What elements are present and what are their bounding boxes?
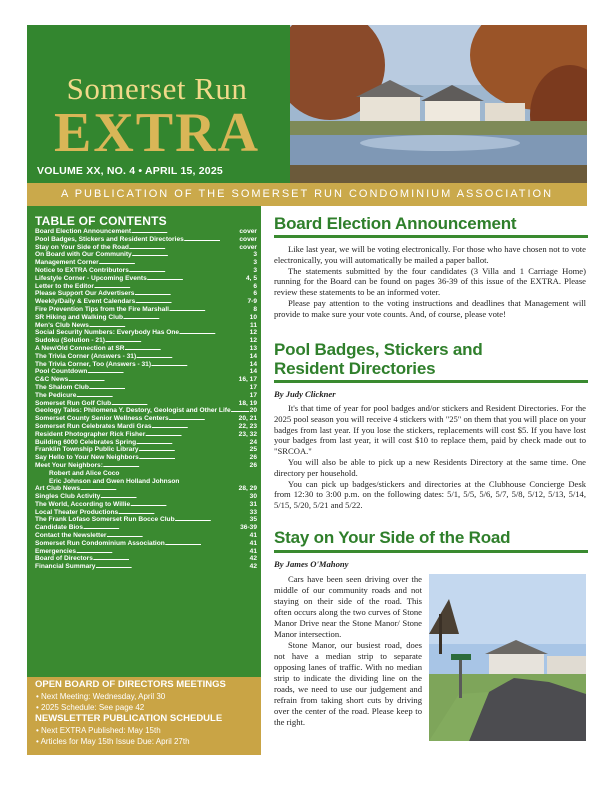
toc-item xyxy=(35,306,257,314)
toc-item-page: cover xyxy=(239,243,257,251)
toc-leader-dots xyxy=(89,384,249,392)
toc-item xyxy=(35,400,257,408)
toc-item-title: Pool Countdown xyxy=(35,368,88,376)
toc-leader-dots xyxy=(147,275,245,283)
toc-item xyxy=(35,407,257,415)
toc-item-title: Contact the Newsletter xyxy=(35,532,107,540)
paragraph: Cars have been seen driving over the middle of our community roads and not staying on their side of the road. This often occurs along the two curves of Stone Manor Drive near the Stone Manor/ Stone Manor intersection. xyxy=(274,574,422,639)
toc-item-page: 12 xyxy=(249,329,257,337)
toc-item xyxy=(35,540,257,548)
meetings-item: • 2025 Schedule: See page 42 xyxy=(36,703,145,712)
toc-item xyxy=(35,290,257,298)
toc-item-page: 14 xyxy=(249,352,257,360)
toc-item xyxy=(35,329,257,337)
toc-item-page: 14 xyxy=(249,360,257,368)
publication-heading: NEWSLETTER PUBLICATION SCHEDULE xyxy=(35,713,223,724)
toc-item-title: Meet Your Neighbors: xyxy=(35,461,103,469)
toc-item xyxy=(35,275,257,283)
toc-leader-dots xyxy=(93,555,249,563)
toc-item-title: Men's Club News xyxy=(35,321,89,329)
toc-item-title: The Trivia Corner, Too (Answers - 31) xyxy=(35,360,152,368)
paragraph: Stone Manor, our busiest road, does not have a median strip to separate opposing lanes of traffic. With no median strip to indicate the dividing line on the roads, we need to use our judgement and refrain from taking short cuts by driving over the center of the road. Please keep to the right. xyxy=(274,640,422,727)
toc-leader-dots xyxy=(129,267,252,275)
toc-item-page: 18, 19 xyxy=(238,399,257,407)
toc-sub-item xyxy=(35,478,257,486)
toc-leader-dots xyxy=(80,485,238,493)
paragraph: Like last year, we will be voting electronically. For those who have chosen not to vote electronically, you will automatically be mailed a paper ballot. xyxy=(274,244,586,265)
toc-item-title: Singles Club Activity xyxy=(35,493,101,501)
toc-item-page: 8 xyxy=(253,305,257,313)
toc-item xyxy=(35,361,257,369)
toc-item xyxy=(35,244,257,252)
toc-item-title: The Shalom Club xyxy=(35,383,89,391)
toc-item-title: Weekly/Daily & Event Calendars xyxy=(35,298,136,306)
toc-leader-dots xyxy=(145,431,237,439)
toc-item-title: The Trivia Corner (Answers - 31) xyxy=(35,352,137,360)
byline: By James O'Mahony xyxy=(274,559,349,569)
toc-item-title: Franklin Township Public Library xyxy=(35,446,139,454)
toc-item xyxy=(35,267,257,275)
toc-item-page: 12 xyxy=(249,337,257,345)
toc-item-title: Social Security Numbers: Everybody Has One xyxy=(35,329,180,337)
toc-item-page: 14 xyxy=(249,368,257,376)
toc-item xyxy=(35,376,257,384)
toc-item xyxy=(35,509,257,517)
toc-leader-dots xyxy=(83,524,239,532)
toc-item-title: Geology Tales: Philomena Y. Destory, Geologist and Other Life xyxy=(35,407,231,415)
toc-item-page: cover xyxy=(239,235,257,243)
toc-item-title: The Frank Lofaso Somerset Run Bocce Club xyxy=(35,516,175,524)
toc-item xyxy=(35,415,257,423)
paragraph: It's that time of year for pool badges and/or stickers and Resident Directories. For the 2025 pool season you will receive 4 stickers with "25" on them that you will place on your badges from last year. If you lose the stickers, replacements will cost $5. If you have lost your badges from last year, it will cost $10 to replace them, paid by check made out to "SRCOA." xyxy=(274,403,586,457)
toc-item xyxy=(35,431,257,439)
toc-item-page: 7-9 xyxy=(247,298,257,306)
toc-item-title: Please Support Our Advertisers xyxy=(35,290,135,298)
toc-item xyxy=(35,548,257,556)
toc-item-page: 28, 29 xyxy=(238,485,257,493)
byline: By Judy Clickner xyxy=(274,389,336,399)
toc-leader-dots xyxy=(151,361,249,369)
toc-item-title: Resident Photographer Rick Fisher xyxy=(35,430,146,438)
toc-item-page: 42 xyxy=(249,563,257,571)
toc-leader-dots xyxy=(103,462,249,470)
heading-line: Resident Directories xyxy=(274,359,436,378)
toc-item xyxy=(35,439,257,447)
toc-leader-dots xyxy=(184,236,239,244)
toc-item xyxy=(35,259,257,267)
toc-item xyxy=(35,493,257,501)
toc-leader-dots xyxy=(165,540,249,548)
toc-item-page: 20, 21 xyxy=(238,415,257,423)
toc-leader-dots xyxy=(136,353,249,361)
masthead-title-top: Somerset Run xyxy=(66,71,248,106)
masthead-photo xyxy=(290,25,587,183)
toc-leader-dots xyxy=(136,439,249,447)
toc-heading: TABLE OF CONTENTS xyxy=(35,214,167,228)
toc-item-page: 22, 23 xyxy=(238,422,257,430)
toc-item-page: 23, 32 xyxy=(238,430,257,438)
heading-line: Pool Badges, Stickers and xyxy=(274,340,483,359)
toc-item-page: 6 xyxy=(253,290,257,298)
toc-item xyxy=(35,283,257,291)
paragraph: You can pick up badges/stickers and directories at the Clubhouse Concierge Desk from 12:30 to 3:00 p.m. on the following dates: 5/1, 5/5, 5/6, 5/7, 5/8, 5/12, 5/13, 5/14, 5/15, 5/20, 5/21 and 5/22. xyxy=(274,478,586,511)
toc-item-title: A New/Old Connection at SR xyxy=(35,344,125,352)
toc-item-page: 33 xyxy=(249,508,257,516)
toc-item xyxy=(35,236,257,244)
toc-leader-dots xyxy=(100,493,248,501)
toc-leader-dots xyxy=(130,501,248,509)
road-photo xyxy=(429,574,586,741)
toc-item xyxy=(35,368,257,376)
toc-item-page: 13 xyxy=(249,344,257,352)
toc-leader-dots xyxy=(118,509,248,517)
toc-item xyxy=(35,501,257,509)
toc-item-page: 41 xyxy=(249,547,257,555)
toc-leader-dots xyxy=(123,314,249,322)
schedule-box xyxy=(27,677,261,755)
publication-item: • Articles for May 15th Issue Due: April 27th xyxy=(36,737,190,746)
toc-leader-dots xyxy=(179,329,249,337)
toc-item xyxy=(35,384,257,392)
toc-item-title: Financial Summary xyxy=(35,563,96,571)
toc-item-title: SR Hiking and Walking Club xyxy=(35,313,124,321)
article-body-stay-on-your-side xyxy=(274,574,422,728)
toc-item xyxy=(35,524,257,532)
toc-leader-dots xyxy=(76,392,248,400)
toc-leader-dots xyxy=(134,290,252,298)
toc-leader-dots xyxy=(106,532,248,540)
article-body-pool-badges xyxy=(274,403,586,511)
toc-leader-dots xyxy=(89,322,249,330)
toc-item-page: cover xyxy=(239,228,257,235)
toc-item-page: 31 xyxy=(249,500,257,508)
toc-item xyxy=(35,462,257,470)
toc-leader-dots xyxy=(231,407,249,415)
toc-item xyxy=(35,485,257,493)
toc-item-title: Building 6000 Celebrates Spring xyxy=(35,438,137,446)
toc-leader-dots xyxy=(139,446,249,454)
toc-leader-dots xyxy=(76,548,249,556)
toc-leader-dots xyxy=(132,251,253,259)
meetings-item: • Next Meeting: Wednesday, April 30 xyxy=(36,692,166,701)
toc-item-title: Board Election Announcement xyxy=(35,228,132,235)
toc-item xyxy=(35,353,257,361)
toc-leader-dots xyxy=(111,400,237,408)
toc-item xyxy=(35,423,257,431)
toc-item-title: Local Theater Productions xyxy=(35,508,119,516)
toc-item-title: Notice to EXTRA Contributors xyxy=(35,266,129,274)
toc-item-title: Board of Directors xyxy=(35,555,93,563)
toc-item-page: 26 xyxy=(249,461,257,469)
toc-item-title: Eric Johnson and Gwen Holland Johnson xyxy=(49,477,180,485)
toc-item-page: 17 xyxy=(249,383,257,391)
toc-item-title: Pool Badges, Stickers and Resident Directories xyxy=(35,235,184,243)
toc-leader-dots xyxy=(129,244,238,252)
toc-item-page: 30 xyxy=(249,493,257,501)
toc-item-title: The Pedicure xyxy=(35,391,77,399)
toc-item-page: 25 xyxy=(249,446,257,454)
table-of-contents xyxy=(27,206,261,754)
toc-leader-dots xyxy=(131,228,238,236)
toc-item-title: Art Club News xyxy=(35,485,81,493)
toc-item xyxy=(35,532,257,540)
toc-item-page: 17 xyxy=(249,391,257,399)
volume-line: VOLUME XX, NO. 4 • APRIL 15, 2025 xyxy=(37,165,223,177)
toc-item-page: 4, 5 xyxy=(246,274,257,282)
toc-item-page: 3 xyxy=(253,259,257,267)
toc-leader-dots xyxy=(152,423,238,431)
toc-item-title: Fire Prevention Tips from the Fire Marshall xyxy=(35,305,169,313)
toc-leader-dots xyxy=(125,345,249,353)
publication-item: • Next EXTRA Published: May 15th xyxy=(36,726,161,735)
masthead xyxy=(27,25,587,183)
toc-item xyxy=(35,563,257,571)
toc-leader-dots xyxy=(87,368,248,376)
toc-item xyxy=(35,516,257,524)
toc-item-title: Sudoku (Solution - 21) xyxy=(35,337,105,345)
masthead-title-main: EXTRA xyxy=(53,102,261,164)
article-body-board-election xyxy=(274,244,586,320)
toc-item xyxy=(35,322,257,330)
toc-sub-item xyxy=(35,470,257,478)
toc-item xyxy=(35,228,257,236)
toc-item-title: Letter to the Editor xyxy=(35,282,94,290)
toc-item xyxy=(35,337,257,345)
toc-item-page: 26 xyxy=(249,454,257,462)
toc-leader-dots xyxy=(94,283,252,291)
toc-item-page: 6 xyxy=(253,282,257,290)
toc-leader-dots xyxy=(175,516,249,524)
toc-item-title: Emergencies xyxy=(35,547,77,555)
toc-leader-dots xyxy=(105,337,249,345)
toc-item-title: Robert and Alice Coco xyxy=(49,469,120,477)
toc-item-page: 20 xyxy=(249,407,257,415)
article-heading-stay-on-your-side: Stay on Your Side of the Road xyxy=(274,528,511,547)
toc-item-title: Management Corner xyxy=(35,259,99,267)
tagline: A PUBLICATION OF THE SOMERSET RUN CONDOMINIUM ASSOCIATION xyxy=(27,183,587,206)
toc-item-page: 16, 17 xyxy=(238,376,257,384)
toc-item-page: 41 xyxy=(249,532,257,540)
toc-item-page: 24 xyxy=(249,438,257,446)
toc-item-page: 10 xyxy=(249,313,257,321)
toc-item-page: 42 xyxy=(249,555,257,563)
toc-item xyxy=(35,314,257,322)
toc-leader-dots xyxy=(99,259,253,267)
toc-leader-dots xyxy=(95,563,248,571)
toc-item xyxy=(35,345,257,353)
toc-item-page: 41 xyxy=(249,539,257,547)
toc-item-page: 11 xyxy=(250,321,257,329)
toc-leader-dots xyxy=(169,306,252,314)
toc-leader-dots xyxy=(135,298,246,306)
toc-leader-dots xyxy=(139,454,249,462)
toc-item xyxy=(35,251,257,259)
toc-item-page: 3 xyxy=(253,266,257,274)
toc-item xyxy=(35,392,257,400)
toc-item-title: Say Hello to Your New Neighbors xyxy=(35,454,139,462)
toc-item-title: Lifestyle Corner - Upcoming Events xyxy=(35,274,147,282)
toc-item-title: The World, According to Willie xyxy=(35,500,131,508)
article-heading-pool-badges xyxy=(274,340,483,378)
toc-item-title: C&C News xyxy=(35,376,69,384)
paragraph: The statements submitted by the four candidates (3 Villa and 1 Carriage Home) running for the Board can be found on pages 36-39 of this issue of the EXTRA. Please review these statements to be an informed voter. xyxy=(274,265,586,298)
toc-leader-dots xyxy=(68,376,237,384)
heading-rule xyxy=(274,235,588,238)
meetings-heading: OPEN BOARD OF DIRECTORS MEETINGS xyxy=(35,679,226,690)
article-heading-board-election: Board Election Announcement xyxy=(274,214,517,233)
toc-item-page: 36-39 xyxy=(240,524,257,532)
toc-item-page: 3 xyxy=(253,251,257,259)
toc-item xyxy=(35,446,257,454)
toc-item xyxy=(35,454,257,462)
toc-item-title: Somerset County Senior Wellness Centers xyxy=(35,415,169,423)
toc-item xyxy=(35,555,257,563)
toc-item-title: Stay on Your Side of the Road xyxy=(35,243,129,251)
toc-item-page: 35 xyxy=(249,516,257,524)
heading-rule xyxy=(274,380,588,383)
toc-item-title: Somerset Run Golf Club xyxy=(35,399,112,407)
toc-item-title: Somerset Run Condominium Association xyxy=(35,539,165,547)
toc-item-title: Candidate Bios xyxy=(35,524,83,532)
toc-list xyxy=(35,228,257,571)
paragraph: You will also be able to pick up a new Residents Directory at the same time. One directory per household. xyxy=(274,456,586,478)
toc-item xyxy=(35,298,257,306)
toc-leader-dots xyxy=(169,415,238,423)
paragraph: Please pay attention to the voting instructions and deadlines that Management will provide to make sure your vote counts. And, of course, please vote! xyxy=(274,297,586,319)
toc-item-title: Somerset Run Celebrates Mardi Gras xyxy=(35,422,152,430)
toc-item-title: On Board with Our Community xyxy=(35,251,132,259)
heading-rule xyxy=(274,550,588,553)
